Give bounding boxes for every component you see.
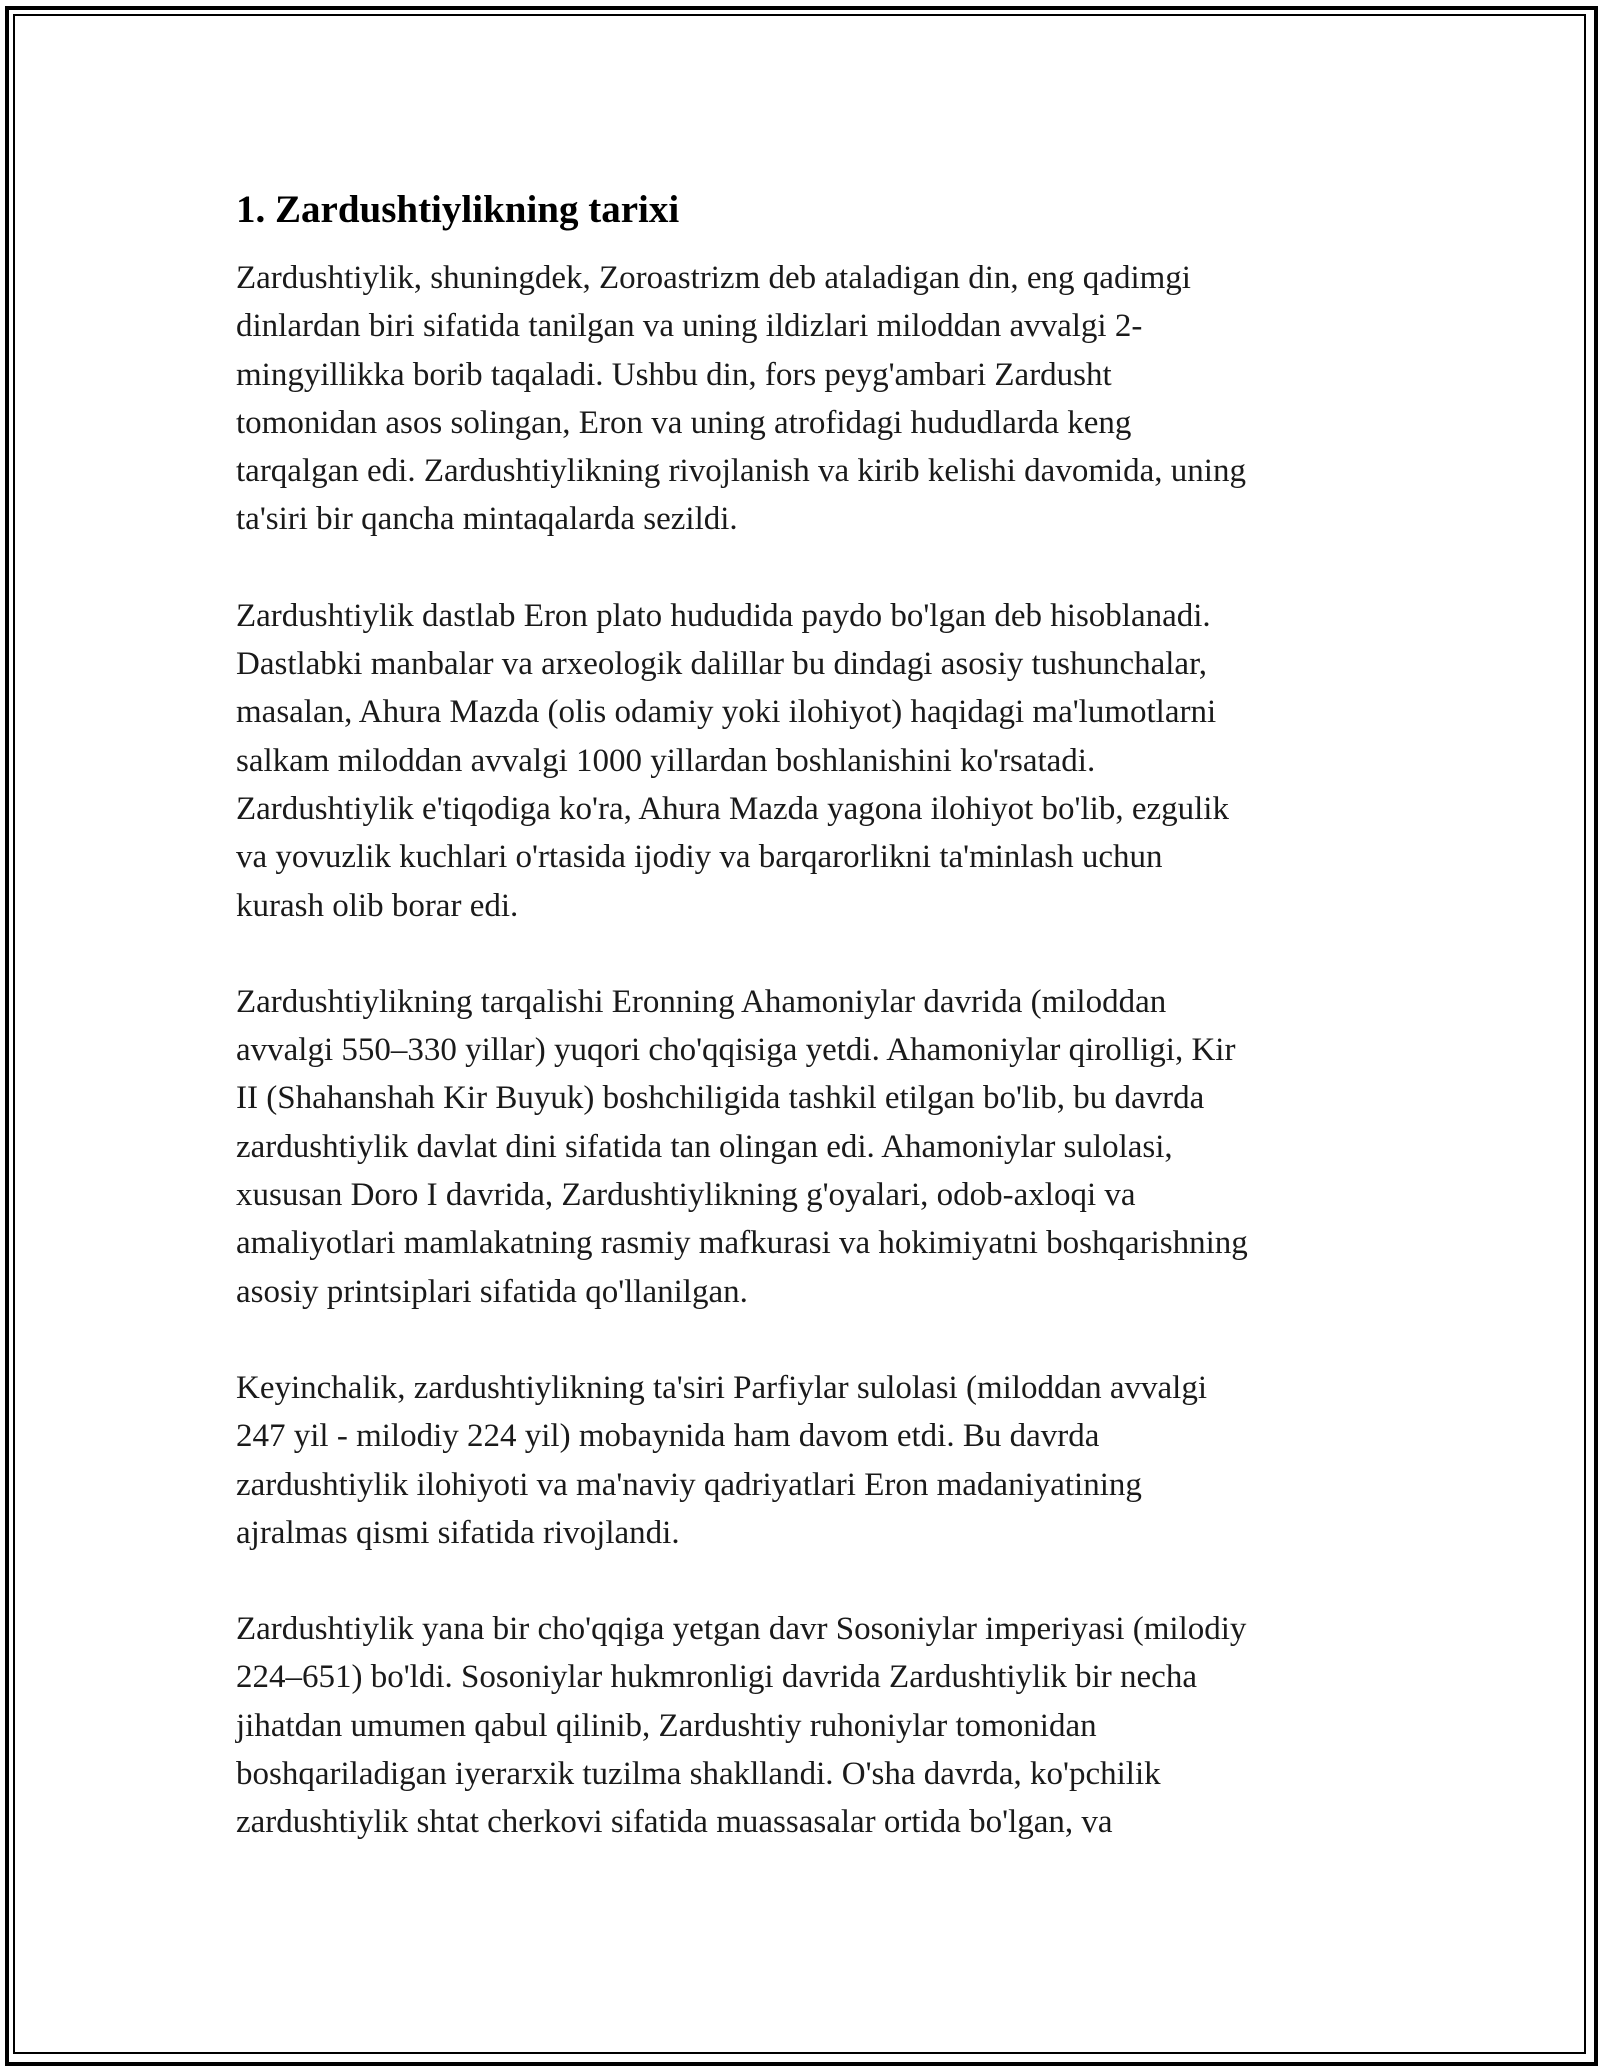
text-line: zardushtiylik shtat cherkovi sifatida muassasalar ortida bo'lgan, va [236, 1804, 1113, 1841]
text-line: mingyillikka borib taqaladi. Ushbu din, fors peyg'ambari Zardusht [236, 356, 1112, 393]
document-body [236, 186, 1376, 1895]
text-line: tomonidan asos solingan, Eron va uning atrofidagi hududlarda keng [236, 404, 1132, 441]
text-line: Zardushtiylik yana bir cho'qqiga yetgan davr Sosoniylar imperiyasi (milodiy [236, 1611, 1247, 1648]
text-line: va yovuzlik kuchlari o'rtasida ijodiy va barqarorlikni ta'minlash uchun [236, 839, 1163, 876]
text-line: salkam miloddan avvalgi 1000 yillardan boshlanishini ko'rsatadi. [236, 742, 1096, 779]
text-line: Dastlabki manbalar va arxeologik dalillar bu dindagi asosiy tushunchalar, [236, 646, 1207, 683]
text-line: masalan, Ahura Mazda (olis odamiy yoki ilohiyot) haqidagi ma'lumotlarni [236, 694, 1217, 731]
paragraph-4 [236, 1364, 1376, 1557]
text-line: zardushtiylik ilohiyoti va ma'naviy qadriyatlari Eron madaniyatining [236, 1466, 1142, 1503]
paragraph-1 [236, 254, 1376, 544]
text-line: 224–651) bo'ldi. Sosoniylar hukmronligi davrida Zardushtiylik bir necha [236, 1659, 1197, 1696]
text-line: ajralmas qismi sifatida rivojlandi. [236, 1514, 680, 1551]
text-line: Zardushtiylik dastlab Eron plato hududida paydo bo'lgan deb hisoblanadi. [236, 597, 1211, 634]
text-line: II (Shahanshah Kir Buyuk) boshchiligida tashkil etilgan bo'lib, bu davrda [236, 1080, 1205, 1117]
section-heading: 1. Zardushtiylikning tarixi [236, 188, 680, 231]
text-line: boshqariladigan iyerarxik tuzilma shakllandi. O'sha davrda, ko'pchilik [236, 1756, 1161, 1793]
text-line: tarqalgan edi. Zardushtiylikning rivojlanish va kirib kelishi davomida, uning [236, 453, 1246, 490]
text-line: Zardushtiylik, shuningdek, Zoroastrizm deb ataladigan din, eng qadimgi [236, 260, 1191, 296]
text-line: dinlardan biri sifatida tanilgan va uning ildizlari miloddan avvalgi 2- [236, 308, 1143, 345]
paragraph-2 [236, 592, 1376, 930]
paragraph-5 [236, 1605, 1376, 1846]
text-line: Zardushtiylikning tarqalishi Eronning Ahamoniylar davrida (miloddan [236, 983, 1167, 1020]
text-line: xususan Doro I davrida, Zardushtiylikning g'oyalari, odob-axloqi va [236, 1177, 1136, 1214]
text-line: jihatdan umumen qabul qilinib, Zardushtiy ruhoniylar tomonidan [236, 1707, 1097, 1744]
text-line: Zardushtiylik e'tiqodiga ko'ra, Ahura Mazda yagona ilohiyot bo'lib, ezgulik [236, 790, 1229, 827]
text-line: zardushtiylik davlat dini sifatida tan olingan edi. Ahamoniylar sulolasi, [236, 1128, 1173, 1165]
text-line: kurash olib borar edi. [236, 887, 519, 924]
paragraph-3 [236, 978, 1376, 1316]
text-line: avvalgi 550–330 yillar) yuqori cho'qqisiga yetdi. Ahamoniylar qirolligi, Kir [236, 1032, 1236, 1069]
text-line: ta'siri bir qancha mintaqalarda sezildi. [236, 501, 738, 538]
text-line: asosiy printsiplari sifatida qo'llanilgan. [236, 1273, 748, 1310]
text-line: Keyinchalik, zardushtiylikning ta'siri Parfiylar sulolasi (miloddan avvalgi [236, 1369, 1207, 1406]
text-line: 247 yil - milodiy 224 yil) mobaynida ham davom etdi. Bu davrda [236, 1418, 1100, 1455]
text-line: amaliyotlari mamlakatning rasmiy mafkurasi va hokimiyatni boshqarishning [236, 1225, 1248, 1262]
